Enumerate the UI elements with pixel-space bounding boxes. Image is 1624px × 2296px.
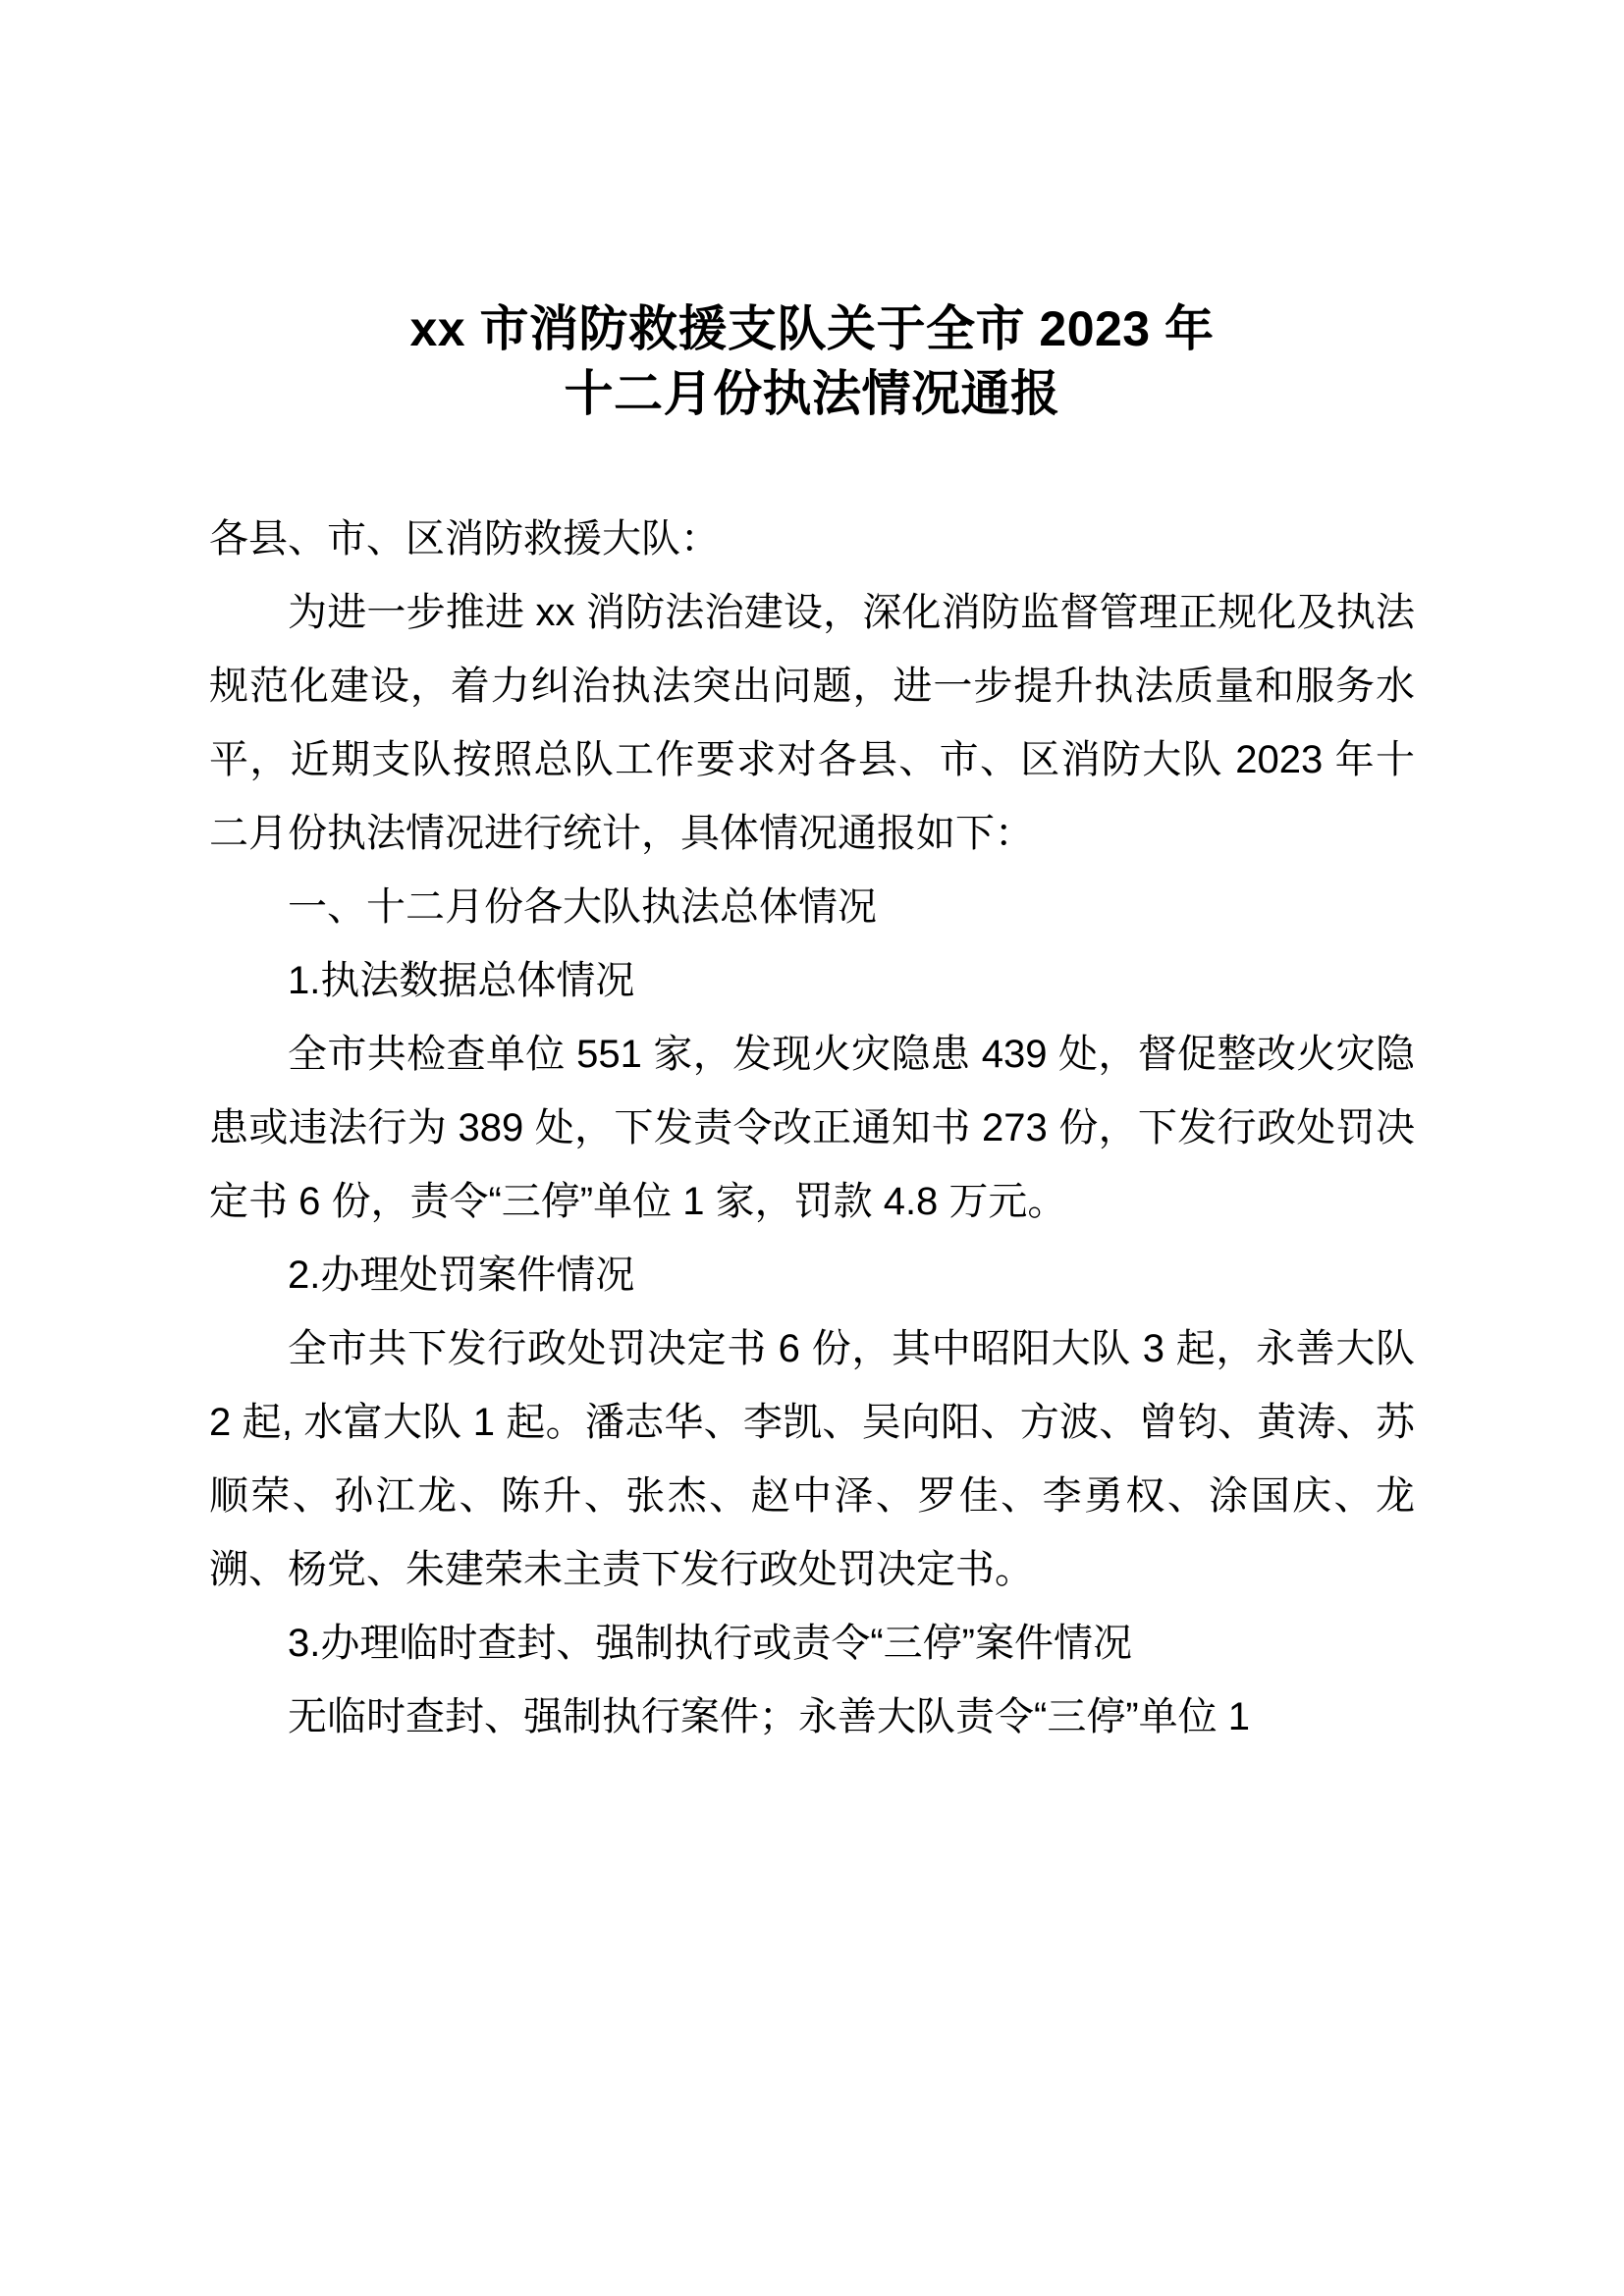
document-content [209, 0, 1415, 1754]
salutation: 各县、市、区消防救援大队： [209, 517, 720, 561]
page-title [209, 0, 1415, 426]
title-line-2: 十二月份执法情况通报 [564, 366, 1060, 421]
subsection-3-body: 无临时查封、强制执行案件；永善大队责令“三停”单位 1 [288, 1695, 1250, 1738]
subsection-3-heading: 3.办理临时查封、强制执行或责令“三停”案件情况 [288, 1622, 1132, 1665]
subsection-1-body: 全市共检查单位 551 家，发现火灾隐患 439 处，督促整改火灾隐患或违法行为 389 处，下发责令改正通知书 273 份，下发行政处罚决定书 6 份，责令“三停”单位 1 家，罚款 4.8 万元。 [209, 1033, 1415, 1223]
section-1-heading: 一、十二月份各大队执法总体情况 [288, 885, 877, 929]
intro-paragraph: 为进一步推进 xx 消防法治建设，深化消防监督管理正规化及执法规范化建设，着力纠治执法突出问题，进一步提升执法质量和服务水平，近期支队按照总队工作要求对各县、市、区消防大队 2023 年十二月份执法情况进行统计，具体情况通报如下： [209, 591, 1415, 855]
title-line-1: xx 市消防救援支队关于全市 2023 年 [409, 301, 1215, 356]
subsection-2-body: 全市共下发行政处罚决定书 6 份，其中昭阳大队 3 起，永善大队 2 起, 水富大队 1 起。潘志华、李凯、吴向阳、方波、曾钧、黄涛、苏顺荣、孙江龙、陈升、张杰、赵中泽、罗佳、李勇权、涂国庆、龙溯、杨党、朱建荣未主责下发行政处罚决定书。 [209, 1327, 1415, 1591]
subsection-1-heading: 1.执法数据总体情况 [288, 959, 635, 1002]
document-body [209, 503, 1415, 1754]
subsection-2-heading: 2.办理处罚案件情况 [288, 1254, 635, 1297]
